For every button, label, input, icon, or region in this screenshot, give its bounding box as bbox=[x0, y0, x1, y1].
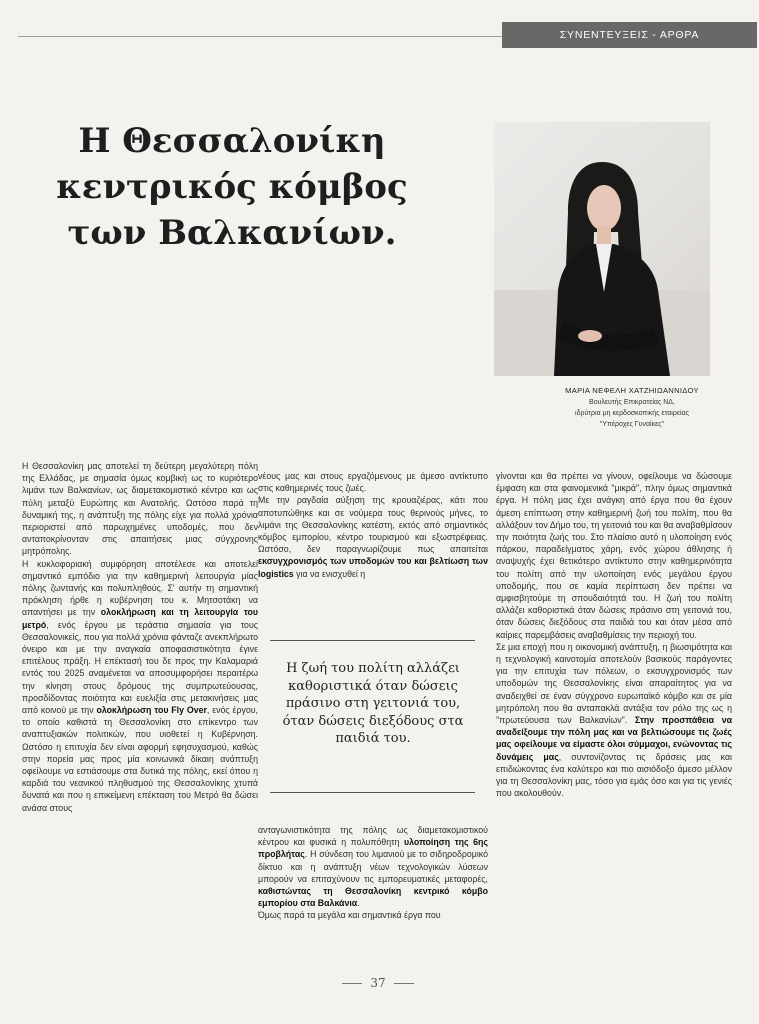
page-number bbox=[318, 976, 438, 990]
title-line: κεντρικός κόμβος bbox=[56, 167, 408, 207]
paragraph bbox=[496, 641, 732, 800]
article-column-3 bbox=[496, 470, 732, 799]
author-role-line: "Υπέροχες Γυναίκες" bbox=[599, 421, 665, 428]
bold-text: ολοκλήρωση και τη λειτουργία του μετρό bbox=[22, 607, 258, 630]
portrait-illustration bbox=[494, 122, 710, 376]
pull-quote-rule-bottom bbox=[270, 792, 475, 793]
title-line: των Βαλκανίων. bbox=[67, 213, 397, 253]
header-rule bbox=[18, 36, 502, 37]
text: Η κυκλοφοριακή συμφόρηση αποτέλεσε και αποτελεί σημαντικό εμπόδιο για την καθημερινή λειτουργία μίας πόλης ζωντανής και πολυπληθούς. Σ' αυτήν τη σημαντική πρόκληση ήρθε η κυβέρνηση του κ. Μητσοτάκη να απαντήσει με την bbox=[22, 558, 258, 618]
paragraph bbox=[22, 558, 258, 814]
author-name: ΜΑΡΙΑ ΝΕΦΕΛΗ ΧΑΤΖΗΙΩΑΝΝΙΔΟΥ bbox=[565, 386, 699, 395]
paragraph: γίνονται και θα πρέπει να γίνουν, οφείλουμε να δώσουμε έμφαση και στα φαινομενικά "μικρά", πλην όμως σημαντικά έργα. Η πόλη μας έχει ανάγκη από έργα που θα έχουν άμεση επίπτωση στην καθημερινή ζωή του πολίτη, που θα αλλάξουν τον Δήμο του, τη γειτονιά του και θα αναβαθμίσουν την ποιότητα ζωής του. Στο πλαίσιο αυτό η υλοποίηση ενός πάρκου, παραδείγματος χάρη, ενός χώρου άθλησης ή αναψυχής έχει θετικότερο αντίκτυπο στην καθημερινότητα του πολίτη από την υλοποίηση ενός μεγάλου έργου υποδομής, που σε καμία περίπτωση δεν πρέπει να αμφισβητούμε τη σπουδαιότητά του. Η ζωή του πολίτη αλλάζει καθοριστικά όταν δώσεις πράσινο στη γειτονιά του, όταν δώσεις διεξόδους στα παιδιά του και όταν μέσα από καίριες παρεμβάσεις αναβαθμίσεις την περιοχή του. bbox=[496, 471, 732, 640]
paragraph: Η Θεσσαλονίκη μας αποτελεί τη δεύτερη μεγαλύτερη πόλη της Ελλάδας, με σημασία όμως κομβική ως το κυριότερο λιμάνι των Βαλκανίων, ως διαμετακομιστικό κέντρο και ως πύλη μεταξύ Ευρώπης και Ανατολής. Ωστόσο παρά τη δυναμική της, η ανάπτυξη της πόλης είχε για πολλά χρόνια περιοριστεί από παρωχημένες υποδομές, που δεν ανταποκρίνονταν στις απαιτήσεις μιας σύγχρονης μητρόπολης. bbox=[22, 461, 258, 557]
bold-text: ολοκλήρωση του Fly Over bbox=[96, 705, 207, 716]
text: Με την ραγδαία αύξηση της κρουαζιέρας, κάτι που αποτυπώθηκε και σε νούμερα τους θερινούς μήνες, το λιμάνι της Θεσσαλονίκης κατέστη, εκτός από σημαντικός κόμβος εμπορίου, κέντρο τουρισμού και εξωστρέφειας. Ωστόσο, δεν παραγνωρίζουμε πως απαιτείται bbox=[258, 495, 488, 555]
author-portrait bbox=[494, 122, 710, 376]
paragraph bbox=[258, 494, 488, 579]
pull-quote-rule-top bbox=[270, 640, 475, 641]
text: . bbox=[357, 898, 360, 909]
text: , συντονίζοντας τις δράσεις μας και επιδιώκοντας ένα καλύτερο και πιο αισιόδοξο άμεσο μέλλον για τη Θεσσαλονίκη μας, τόσο για εμάς όσο και για τις γενιές που ακολουθούν. bbox=[496, 751, 732, 799]
article-column-1 bbox=[22, 460, 258, 814]
photo-caption bbox=[542, 386, 722, 430]
author-role-line: Βουλευτής Επικρατείας ΝΔ, bbox=[589, 399, 675, 406]
article-title bbox=[52, 118, 412, 256]
pull-quote: Η ζωή του πολίτη αλλάζει καθοριστικά όταν δώσεις πράσινο στη γειτονιά του, όταν δώσεις διεξόδους στα παιδιά του. bbox=[282, 661, 464, 746]
text: Σε μια εποχή που η οικονομική ανάπτυξη, η βιωσιμότητα και η τεχνολογική καινοτομία αποτελούν βασικούς παράγοντες για την επιτυχία των πόλεων, ο εκσυγχρονισμός των υποδομών της Θεσσαλονίκης είναι απαραίτητος για να αναδειχθεί σε έναν σύγχρονο ευρωπαϊκό κόμβο και σε μία μητρόπολη που θα ανταπακλά αντάξια τον ρόλο της ως η "πρωτεύουσα των Βαλκανίων". bbox=[496, 641, 732, 726]
article-column-2-continued bbox=[258, 824, 488, 922]
title-line: Η Θεσσαλονίκη bbox=[78, 121, 386, 161]
page-number-dash bbox=[394, 983, 414, 984]
page-number-text: 37 bbox=[370, 976, 386, 990]
text: για να ενισχυθεί η bbox=[293, 568, 366, 579]
text: , ενός έργου με τεράστια σημασία για τους Θεσσαλονικείς, που για πολλά χρόνια φάνταζε ανεκπλήρωτο όνειρο και με την αναγκαία αποφασιστικότητα έγινε επιτέλους πράξη. Η επέκτασή του δε προς την Καλαμαριά εντός του 2025 αναμένεται να αποσυμφορήσει περαιτέρω την κίνηση στους δρόμους της συμπρωτεύουσας, προσδίδοντας ποιότητα και ευελιξία στις μετακινήσεις μας από κοινού με την bbox=[22, 619, 258, 716]
paragraph: Όμως παρά τα μεγάλα και σημαντικά έργα που bbox=[258, 910, 441, 921]
text: . Η σύνδεση του λιμανιού με το σιδηροδρομικό δίκτυο και η ανάπτυξη νέων τεχνολογικών λύσεων μπορούν να επιταχύνουν τις εμπορευματικές μεταφορές, bbox=[258, 849, 488, 884]
page-number-dash bbox=[342, 983, 362, 984]
article-column-2 bbox=[258, 470, 488, 580]
text: ανταγωνιστικότητα της πόλης ως διαμετακομιστικού κέντρου και φυσικά η πολυπόθητη bbox=[258, 825, 488, 848]
text: , ενός έργου, το οποίο καθιστά τη Θεσσαλονίκη στο επίκεντρο των αναπτυξιακών πολιτικών, που υιοθετεί η Κυβέρνηση. Ωστόσο η επιτυχία δεν είναι αφορμή εφησυχασμού, καθώς στην πορεία μας προς μία κοινωνικά δίκαιη ανάπτυξη οφείλουμε να εστιάσουμε στα δυτικά της πόλης, εκεί όπου η καρδιά του νεανικού πληθυσμού της Θεσσαλονίκης χτυπά δυνατά και που η επικείμενη επέκταση του Μετρό θα δώσει ανάσα στους bbox=[22, 705, 258, 813]
bold-text: Στην προσπάθεια να αναδείξουμε την πόλη μας και να βελτιώσουμε τις ζωές μας οφείλουμε να είμαστε όλοι σύμμαχοι, ενώνοντας τις δυνάμεις μας bbox=[496, 715, 733, 762]
bold-text: εκσυγχρονισμός των υποδομών του και βελτίωση των logistics bbox=[258, 556, 488, 579]
paragraph bbox=[258, 824, 488, 909]
bold-text: υλοποίηση της 6ης προβλήτας bbox=[258, 837, 488, 860]
paragraph: νέους μας και στους εργαζόμενους με άμεσο αντίκτυπο στις καθημερινές τους ζωές. bbox=[258, 471, 488, 494]
author-role bbox=[542, 397, 722, 430]
bold-text: καθιστώντας τη Θεσσαλονίκη κεντρικό κόμβο εμπορίου στα Βαλκάνια bbox=[258, 886, 488, 909]
author-role-line: ιδρύτρια μη κερδοσκοπικής εταιρείας bbox=[575, 410, 689, 417]
section-label: ΣΥΝΕΝΤΕΥΞΕΙΣ - ΑΡΘΡΑ bbox=[502, 22, 757, 48]
